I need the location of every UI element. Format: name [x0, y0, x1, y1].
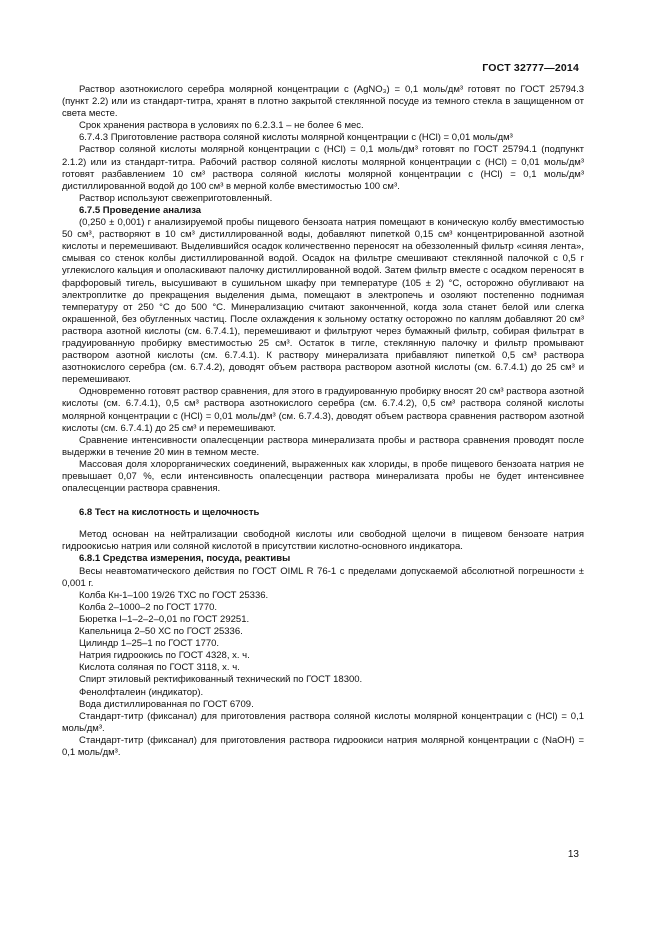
list-item: Колба Кн-1–100 19/26 ТХС по ГОСТ 25336. [79, 589, 269, 601]
section-heading-6-7-5: 6.7.5 Проведение анализа [79, 204, 202, 216]
list-item: Кислота соляная по ГОСТ 3118, х. ч. [79, 662, 240, 674]
paragraph-mass-fraction: Массовая доля хлорорганических соединений, выраженных как хлориды, в пробе пищевого бензоата натрия не превышает 0,07 %, если интенсивность опалесценции раствора минерализата пробы не будет интенсивнее опалесценции раствора сравнения. [62, 458, 584, 495]
paragraph-opalescence-comparison: Сравнение интенсивности опалесценции раствора минерализата пробы и раствора сравнения проводят после выдержки в течение 20 мин в темном месте. [62, 434, 584, 458]
list-item: Спирт этиловый ректификованный технический по ГОСТ 18300. [79, 674, 363, 686]
list-item: Капельница 2–50 ХС по ГОСТ 25336. [79, 626, 243, 638]
list-item: Натрия гидроокись по ГОСТ 4328, х. ч. [79, 650, 250, 662]
spacer [62, 519, 584, 529]
paragraph-method-basis: Метод основан на нейтрализации свободной кислоты или свободной щелочи в пищевом бензоате натрия гидроокисью натрия или соляной кислотой в присутствии кислотно-основного индикатора. [62, 529, 584, 553]
list-item: Колба 2–1000–2 по ГОСТ 1770. [79, 601, 218, 613]
paragraph-analysis-procedure: (0,250 ± 0,001) г анализируемой пробы пищевого бензоата натрия помещают в коническую колбу вместимостью 50 см³, растворяют в 10 см³ дистиллированной воды, добавляют пипеткой 0,15 см³ концентрированной азотной кислоты и перемешивают. Выделившийся осадок количественно переносят на обеззоленный фильтр «синяя лента», смывая со стенок колбы дистиллированной водой. Осадок на фильтре смешивают стеклянной палочкой с 0,5 г углекислого кальция и ополаскивают палочку дистиллированной водой. Затем фильтр вместе с осадком переносят в фарфоровый тигель, высушивают в сушильном шкафу при температуре (105 ± 2) °С, осторожно обугливают на электроплитке до прекращения выделения дыма, помещают в электропечь и озоляют постепенно поднимая температуру от 250 °С до 500 °С. Минерализацию считают законченной, когда зола станет белой или слегка окрашенной, без обугленных частиц. После охлаждения к зольному остатку осторожно по каплям добавляют 20 см³ раствора азотной кислоты (см. 6.7.4.1), перемешивают и фильтруют через бумажный фильтр, собирая фильтрат в градуированную пробирку вместимостью 25 см³. Остаток в тигле, стеклянную палочку и фильтр промывают раствором азотной кислоты (см. 6.7.4.1). К раствору минерализата прибавляют пипеткой 0,5 см³ раствора азотнокислого серебра (см. 6.7.4.2), доводят объем раствора раствором азотной кислоты (см. 6.7.4.1) до 25 см³ и перемешивают. [62, 217, 584, 386]
paragraph-hcl-preparation: Раствор соляной кислоты молярной концентрации c (HCl) = 0,1 моль/дм³ готовят по ГОСТ 25794.1 (подпункт 2.1.2) или из стандарт-титра. Рабочий раствор соляной кислоты молярной концентрации c (HCl) = 0,01 моль/дм³ готовят разбавлением 10 см³ раствора соляной кислоты молярной концентрации c (HCl) = 0,1 моль/дм³ дистиллированной водой до 100 см³ в мерной колбе вместимостью 100 см³. [62, 144, 584, 192]
paragraph-silver-nitrate: Раствор азотнокислого серебра молярной концентрации c (AgNO₃) = 0,1 моль/дм³ готовят по ГОСТ 25794.3 (пункт 2.2) или из стандарт-титра, хранят в плотно закрытой стеклянной посуде из темного стекла в защищенном от света месте. [62, 84, 584, 120]
paragraph-fresh-solution: Раствор используют свежеприготовленный. [79, 192, 273, 204]
standard-header: ГОСТ 32777—2014 [482, 62, 579, 74]
clause-6-7-4-3: 6.7.4.3 Приготовление раствора соляной кислоты молярной концентрации c (HCl) = 0,01 моль/дм³ [79, 132, 513, 144]
paragraph-standard-titer-hcl: Стандарт-титр (фиксанал) для приготовления раствора соляной кислоты молярной концентрации c (HCl) = 0,1 моль/дм³. [62, 710, 584, 734]
section-heading-6-8: 6.8 Тест на кислотность и щелочность [79, 507, 260, 519]
paragraph-reference-solution: Одновременно готовят раствор сравнения, для этого в градуированную пробирку вносят 20 см³ раствора азотной кислоты (см. 6.7.4.1), 0,5 см³ раствора азотнокислого серебра (см. 6.7.4.2), 0,5 см³ раствора соляной кислоты молярной концентрации c (HCl) = 0,01 моль/дм³ (см. 6.7.4.3), доводят объем раствора сравнения раствором азотной кислоты (см. 6.7.4.1) до 25 см³ и перемешивают. [62, 386, 584, 434]
list-item: Фенолфталеин (индикатор). [79, 686, 204, 698]
paragraph-standard-titer-naoh: Стандарт-титр (фиксанал) для приготовления раствора гидроокиси натрия молярной концентрации c (NaOH) = 0,1 моль/дм³. [62, 734, 584, 758]
page-content [62, 84, 584, 759]
list-item: Вода дистиллированная по ГОСТ 6709. [79, 698, 254, 710]
paragraph-storage-term: Срок хранения раствора в условиях по 6.2.3.1 – не более 6 мес. [79, 120, 364, 132]
page-number: 13 [567, 849, 579, 860]
section-heading-6-8-1: 6.8.1 Средства измерения, посуда, реактивы [79, 553, 291, 565]
list-item: Бюретка I–1–2–2–0,01 по ГОСТ 29251. [79, 613, 250, 625]
list-item: Цилиндр 1–25–1 по ГОСТ 1770. [79, 638, 220, 650]
spacer [62, 495, 584, 507]
paragraph-scales: Весы неавтоматического действия по ГОСТ OIML R 76-1 с пределами допускаемой абсолютной погрешности ± 0,001 г. [62, 565, 584, 589]
